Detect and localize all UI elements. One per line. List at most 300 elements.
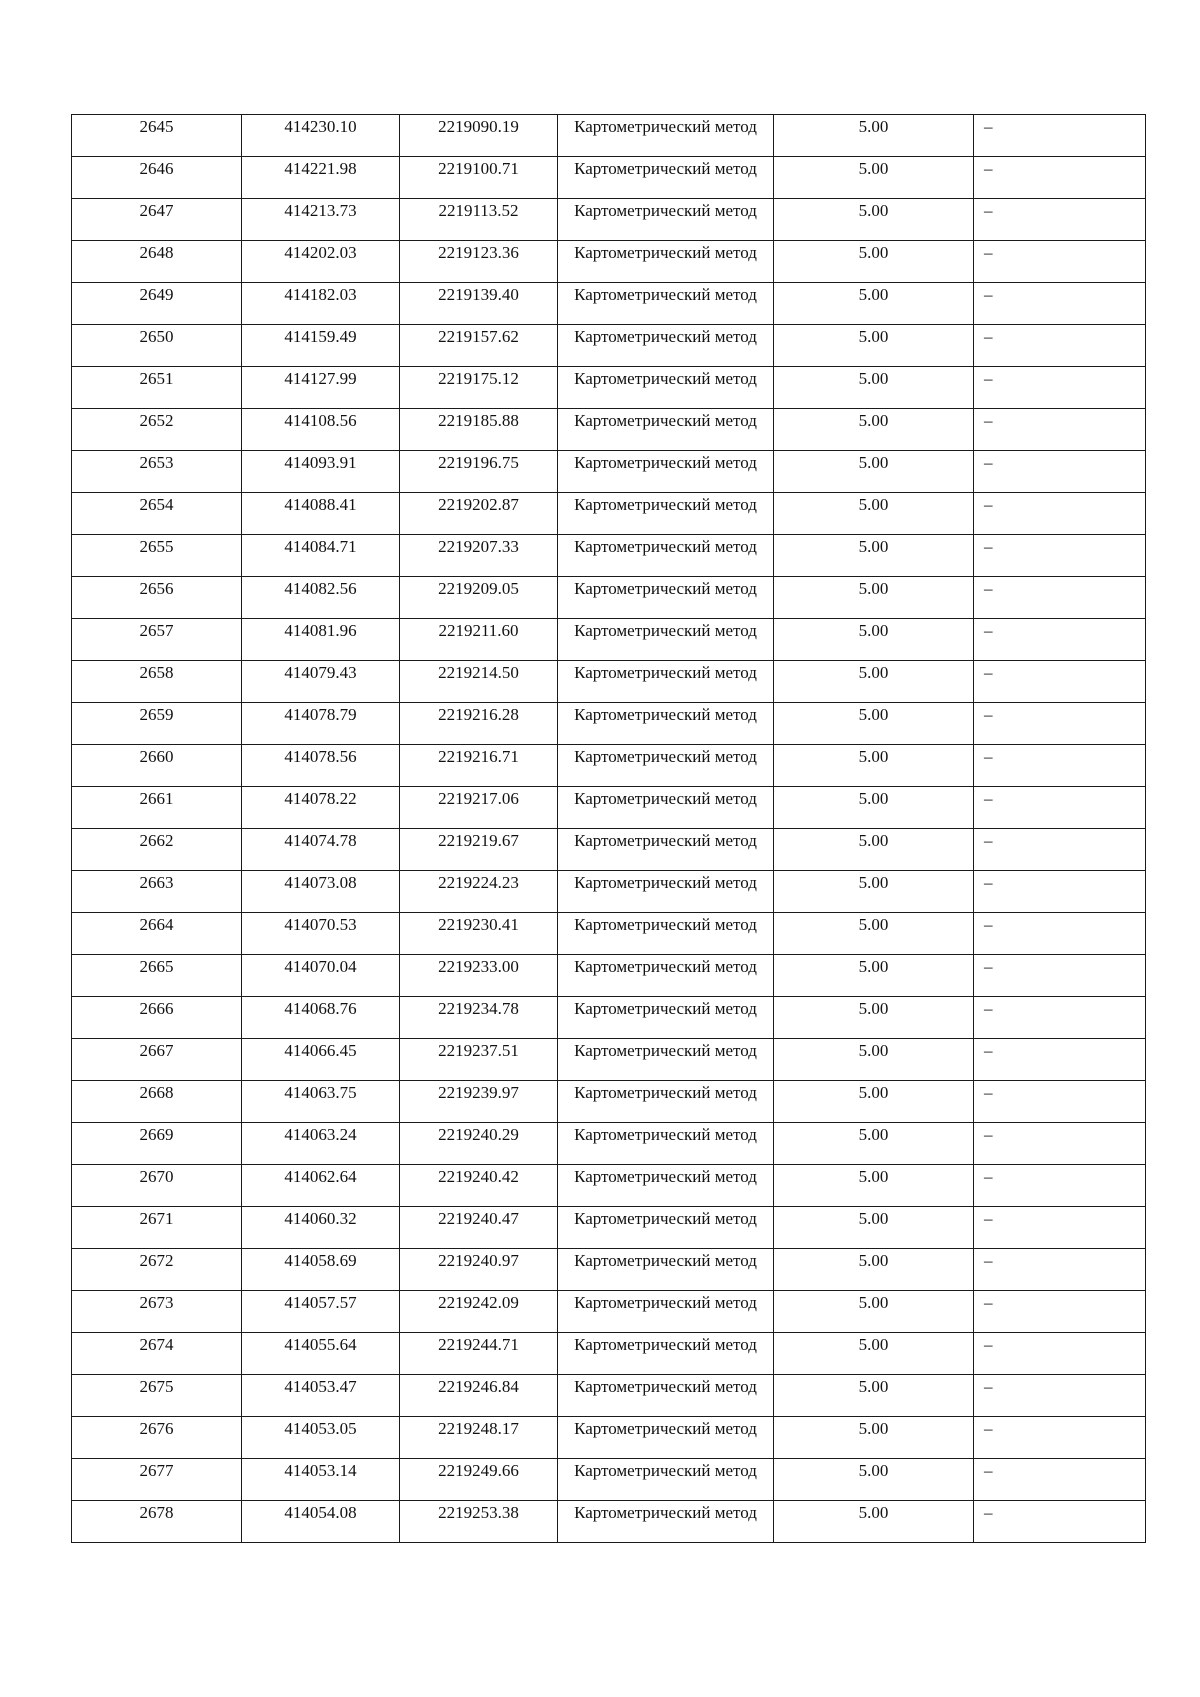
coordinate-x-text: 414074.78 — [284, 831, 357, 850]
point-number-text: 2651 — [139, 369, 174, 388]
point-number-text: 2674 — [139, 1335, 174, 1354]
note-cell — [974, 1081, 1146, 1123]
method-text: Картометрический метод — [574, 495, 757, 514]
table-row — [72, 1249, 1146, 1291]
method-cell — [558, 913, 774, 955]
table-row — [72, 1039, 1146, 1081]
coordinate-x-text: 414078.22 — [284, 789, 357, 808]
table-row — [72, 1333, 1146, 1375]
coordinate-y-cell — [400, 1375, 558, 1417]
accuracy-cell — [774, 325, 974, 367]
accuracy-text: 5.00 — [858, 957, 889, 976]
accuracy-text: 5.00 — [858, 411, 889, 430]
note-cell — [974, 1249, 1146, 1291]
coordinate-x-cell — [242, 1459, 400, 1501]
coordinate-y-text: 2219214.50 — [438, 663, 519, 682]
method-cell — [558, 199, 774, 241]
method-text: Картометрический метод — [574, 117, 757, 136]
note-text: – — [984, 159, 993, 178]
method-cell — [558, 1333, 774, 1375]
table-row — [72, 913, 1146, 955]
accuracy-text: 5.00 — [858, 1251, 889, 1270]
coordinate-x-cell — [242, 1039, 400, 1081]
coordinate-y-cell — [400, 703, 558, 745]
coordinate-x-cell — [242, 787, 400, 829]
accuracy-cell — [774, 493, 974, 535]
accuracy-cell — [774, 283, 974, 325]
coordinate-x-text: 414063.24 — [284, 1125, 357, 1144]
coordinate-x-cell — [242, 745, 400, 787]
note-cell — [974, 1501, 1146, 1543]
note-cell — [974, 1291, 1146, 1333]
coordinate-y-text: 2219240.47 — [438, 1209, 519, 1228]
accuracy-text: 5.00 — [858, 873, 889, 892]
method-cell — [558, 955, 774, 997]
note-cell — [974, 409, 1146, 451]
note-cell — [974, 1333, 1146, 1375]
coordinate-x-cell — [242, 1375, 400, 1417]
note-cell — [974, 703, 1146, 745]
coordinate-y-cell — [400, 241, 558, 283]
table-row — [72, 535, 1146, 577]
note-cell — [974, 1165, 1146, 1207]
method-cell — [558, 577, 774, 619]
point-number-text: 2671 — [139, 1209, 174, 1228]
accuracy-cell — [774, 409, 974, 451]
coordinate-y-text: 2219216.28 — [438, 705, 519, 724]
accuracy-text: 5.00 — [858, 831, 889, 850]
coordinate-x-cell — [242, 1249, 400, 1291]
coordinate-y-cell — [400, 955, 558, 997]
note-text: – — [984, 831, 993, 850]
table-row — [72, 619, 1146, 661]
point-number-cell — [72, 1459, 242, 1501]
point-number-cell — [72, 1207, 242, 1249]
method-text: Картометрический метод — [574, 537, 757, 556]
point-number-text: 2669 — [139, 1125, 174, 1144]
accuracy-text: 5.00 — [858, 1335, 889, 1354]
point-number-text: 2655 — [139, 537, 174, 556]
note-text: – — [984, 579, 993, 598]
coordinate-y-text: 2219217.06 — [438, 789, 519, 808]
point-number-cell — [72, 1417, 242, 1459]
coordinate-y-cell — [400, 115, 558, 157]
method-text: Картометрический метод — [574, 705, 757, 724]
accuracy-cell — [774, 997, 974, 1039]
note-cell — [974, 1123, 1146, 1165]
accuracy-cell — [774, 1333, 974, 1375]
coordinate-y-cell — [400, 577, 558, 619]
method-cell — [558, 325, 774, 367]
table-row — [72, 451, 1146, 493]
table-row — [72, 1123, 1146, 1165]
accuracy-text: 5.00 — [858, 705, 889, 724]
coordinate-y-text: 2219242.09 — [438, 1293, 519, 1312]
coordinate-y-text: 2219244.71 — [438, 1335, 519, 1354]
coordinate-x-cell — [242, 1207, 400, 1249]
coordinate-x-cell — [242, 115, 400, 157]
accuracy-text: 5.00 — [858, 327, 889, 346]
coordinate-x-text: 414068.76 — [284, 999, 357, 1018]
note-text: – — [984, 789, 993, 808]
coordinate-y-text: 2219230.41 — [438, 915, 519, 934]
coordinate-x-text: 414082.56 — [284, 579, 357, 598]
table-row — [72, 493, 1146, 535]
coordinate-x-text: 414221.98 — [284, 159, 357, 178]
method-text: Картометрический метод — [574, 1461, 757, 1480]
coordinate-y-cell — [400, 409, 558, 451]
note-cell — [974, 1459, 1146, 1501]
accuracy-text: 5.00 — [858, 159, 889, 178]
coordinate-y-cell — [400, 451, 558, 493]
note-cell — [974, 535, 1146, 577]
accuracy-text: 5.00 — [858, 1419, 889, 1438]
method-text: Картометрический метод — [574, 999, 757, 1018]
coordinate-x-text: 414088.41 — [284, 495, 357, 514]
coordinate-y-cell — [400, 661, 558, 703]
coordinate-x-text: 414108.56 — [284, 411, 357, 430]
coordinate-y-cell — [400, 1501, 558, 1543]
method-cell — [558, 1501, 774, 1543]
coordinate-y-cell — [400, 829, 558, 871]
accuracy-cell — [774, 199, 974, 241]
accuracy-text: 5.00 — [858, 537, 889, 556]
table-row — [72, 1081, 1146, 1123]
coordinate-x-text: 414054.08 — [284, 1503, 357, 1522]
note-text: – — [984, 369, 993, 388]
note-cell — [974, 325, 1146, 367]
method-text: Картометрический метод — [574, 1419, 757, 1438]
accuracy-text: 5.00 — [858, 285, 889, 304]
table-row — [72, 157, 1146, 199]
coordinate-y-cell — [400, 1123, 558, 1165]
coordinate-x-text: 414058.69 — [284, 1251, 357, 1270]
note-cell — [974, 283, 1146, 325]
point-number-cell — [72, 325, 242, 367]
coordinate-x-cell — [242, 241, 400, 283]
note-cell — [974, 787, 1146, 829]
coordinate-y-cell — [400, 1417, 558, 1459]
accuracy-text: 5.00 — [858, 453, 889, 472]
method-cell — [558, 451, 774, 493]
point-number-cell — [72, 157, 242, 199]
note-text: – — [984, 1125, 993, 1144]
point-number-text: 2652 — [139, 411, 174, 430]
coordinate-y-cell — [400, 1459, 558, 1501]
accuracy-text: 5.00 — [858, 117, 889, 136]
point-number-text: 2670 — [139, 1167, 174, 1186]
method-cell — [558, 787, 774, 829]
accuracy-cell — [774, 871, 974, 913]
note-text: – — [984, 873, 993, 892]
coordinate-y-cell — [400, 997, 558, 1039]
point-number-text: 2666 — [139, 999, 174, 1018]
method-cell — [558, 367, 774, 409]
accuracy-text: 5.00 — [858, 579, 889, 598]
point-number-cell — [72, 493, 242, 535]
note-cell — [974, 619, 1146, 661]
accuracy-cell — [774, 367, 974, 409]
coordinate-x-text: 414062.64 — [284, 1167, 357, 1186]
coordinate-x-text: 414084.71 — [284, 537, 357, 556]
coordinate-y-text: 2219211.60 — [438, 621, 519, 640]
point-number-text: 2653 — [139, 453, 174, 472]
note-text: – — [984, 1293, 993, 1312]
point-number-cell — [72, 1123, 242, 1165]
point-number-text: 2658 — [139, 663, 174, 682]
table-row — [72, 1207, 1146, 1249]
table-row — [72, 1375, 1146, 1417]
coordinate-x-text: 414070.53 — [284, 915, 357, 934]
note-cell — [974, 829, 1146, 871]
method-cell — [558, 1039, 774, 1081]
table-row — [72, 787, 1146, 829]
coordinate-y-text: 2219202.87 — [438, 495, 519, 514]
table-row — [72, 829, 1146, 871]
point-number-text: 2662 — [139, 831, 174, 850]
point-number-text: 2649 — [139, 285, 174, 304]
method-text: Картометрический метод — [574, 1041, 757, 1060]
coordinate-y-text: 2219139.40 — [438, 285, 519, 304]
method-cell — [558, 1249, 774, 1291]
point-number-text: 2665 — [139, 957, 174, 976]
table-row — [72, 241, 1146, 283]
point-number-cell — [72, 1165, 242, 1207]
method-cell — [558, 1291, 774, 1333]
point-number-cell — [72, 913, 242, 955]
note-text: – — [984, 663, 993, 682]
method-cell — [558, 703, 774, 745]
accuracy-cell — [774, 1249, 974, 1291]
accuracy-cell — [774, 1501, 974, 1543]
note-text: – — [984, 327, 993, 346]
coordinate-y-text: 2219209.05 — [438, 579, 519, 598]
accuracy-text: 5.00 — [858, 1083, 889, 1102]
note-cell — [974, 913, 1146, 955]
method-text: Картометрический метод — [574, 1125, 757, 1144]
accuracy-cell — [774, 619, 974, 661]
coordinate-y-text: 2219196.75 — [438, 453, 519, 472]
coordinate-y-cell — [400, 1081, 558, 1123]
coordinate-x-cell — [242, 955, 400, 997]
coordinate-y-text: 2219100.71 — [438, 159, 519, 178]
coordinate-y-cell — [400, 787, 558, 829]
coordinate-y-text: 2219234.78 — [438, 999, 519, 1018]
coordinates-table-body — [72, 115, 1146, 1543]
method-cell — [558, 619, 774, 661]
point-number-cell — [72, 829, 242, 871]
table-row — [72, 955, 1146, 997]
coordinate-x-text: 414053.47 — [284, 1377, 357, 1396]
table-row — [72, 1165, 1146, 1207]
note-text: – — [984, 1083, 993, 1102]
coordinate-y-text: 2219233.00 — [438, 957, 519, 976]
point-number-text: 2678 — [139, 1503, 174, 1522]
accuracy-cell — [774, 703, 974, 745]
point-number-cell — [72, 241, 242, 283]
method-text: Картометрический метод — [574, 1209, 757, 1228]
accuracy-text: 5.00 — [858, 915, 889, 934]
coordinate-x-cell — [242, 451, 400, 493]
method-text: Картометрический метод — [574, 411, 757, 430]
coordinate-x-text: 414081.96 — [284, 621, 357, 640]
point-number-text: 2659 — [139, 705, 174, 724]
coordinate-x-text: 414230.10 — [284, 117, 357, 136]
point-number-text: 2650 — [139, 327, 174, 346]
table-row — [72, 367, 1146, 409]
table-row — [72, 661, 1146, 703]
coordinate-x-cell — [242, 997, 400, 1039]
coordinate-x-text: 414057.57 — [284, 1293, 357, 1312]
point-number-text: 2668 — [139, 1083, 174, 1102]
accuracy-cell — [774, 1207, 974, 1249]
point-number-cell — [72, 451, 242, 493]
coordinate-y-text: 2219175.12 — [438, 369, 519, 388]
table-row — [72, 577, 1146, 619]
method-text: Картометрический метод — [574, 873, 757, 892]
point-number-cell — [72, 955, 242, 997]
note-text: – — [984, 1167, 993, 1186]
coordinate-y-text: 2219240.29 — [438, 1125, 519, 1144]
point-number-cell — [72, 1501, 242, 1543]
coordinate-y-text: 2219248.17 — [438, 1419, 519, 1438]
note-text: – — [984, 705, 993, 724]
note-text: – — [984, 1335, 993, 1354]
coordinate-x-cell — [242, 619, 400, 661]
table-row — [72, 1459, 1146, 1501]
point-number-text: 2656 — [139, 579, 174, 598]
coordinate-y-cell — [400, 1039, 558, 1081]
note-text: – — [984, 747, 993, 766]
method-text: Картометрический метод — [574, 579, 757, 598]
point-number-cell — [72, 577, 242, 619]
point-number-cell — [72, 115, 242, 157]
note-text: – — [984, 243, 993, 262]
coordinate-x-cell — [242, 577, 400, 619]
accuracy-text: 5.00 — [858, 201, 889, 220]
note-cell — [974, 577, 1146, 619]
note-text: – — [984, 915, 993, 934]
coordinates-table — [71, 114, 1146, 1543]
coordinate-x-cell — [242, 1165, 400, 1207]
coordinate-y-text: 2219123.36 — [438, 243, 519, 262]
accuracy-cell — [774, 1081, 974, 1123]
method-cell — [558, 493, 774, 535]
coordinate-x-text: 414053.05 — [284, 1419, 357, 1438]
note-text: – — [984, 999, 993, 1018]
coordinate-x-cell — [242, 1123, 400, 1165]
coordinate-x-text: 414202.03 — [284, 243, 357, 262]
point-number-text: 2663 — [139, 873, 174, 892]
table-row — [72, 409, 1146, 451]
point-number-cell — [72, 871, 242, 913]
point-number-text: 2654 — [139, 495, 174, 514]
coordinate-x-text: 414053.14 — [284, 1461, 357, 1480]
table-row — [72, 283, 1146, 325]
accuracy-text: 5.00 — [858, 747, 889, 766]
coordinate-y-cell — [400, 325, 558, 367]
accuracy-cell — [774, 661, 974, 703]
note-text: – — [984, 1209, 993, 1228]
coordinate-x-text: 414093.91 — [284, 453, 357, 472]
method-cell — [558, 661, 774, 703]
coordinate-y-text: 2219185.88 — [438, 411, 519, 430]
coordinate-y-cell — [400, 1207, 558, 1249]
accuracy-cell — [774, 1291, 974, 1333]
point-number-cell — [72, 1249, 242, 1291]
accuracy-text: 5.00 — [858, 243, 889, 262]
coordinate-x-text: 414070.04 — [284, 957, 357, 976]
coordinate-x-cell — [242, 535, 400, 577]
coordinate-x-text: 414127.99 — [284, 369, 357, 388]
accuracy-text: 5.00 — [858, 621, 889, 640]
coordinate-x-text: 414055.64 — [284, 1335, 357, 1354]
note-cell — [974, 661, 1146, 703]
method-cell — [558, 241, 774, 283]
method-cell — [558, 1375, 774, 1417]
table-row — [72, 115, 1146, 157]
note-text: – — [984, 1041, 993, 1060]
coordinate-x-text: 414066.45 — [284, 1041, 357, 1060]
coordinate-y-cell — [400, 913, 558, 955]
table-row — [72, 871, 1146, 913]
method-text: Картометрический метод — [574, 369, 757, 388]
note-cell — [974, 1039, 1146, 1081]
coordinate-x-cell — [242, 913, 400, 955]
coordinate-y-text: 2219239.97 — [438, 1083, 519, 1102]
accuracy-text: 5.00 — [858, 1503, 889, 1522]
coordinate-y-cell — [400, 745, 558, 787]
method-cell — [558, 997, 774, 1039]
coordinate-y-text: 2219224.23 — [438, 873, 519, 892]
note-cell — [974, 199, 1146, 241]
accuracy-cell — [774, 241, 974, 283]
table-row — [72, 703, 1146, 745]
accuracy-cell — [774, 1375, 974, 1417]
accuracy-text: 5.00 — [858, 369, 889, 388]
point-number-text: 2675 — [139, 1377, 174, 1396]
point-number-cell — [72, 1081, 242, 1123]
point-number-cell — [72, 661, 242, 703]
coordinate-x-cell — [242, 283, 400, 325]
note-text: – — [984, 201, 993, 220]
coordinate-y-cell — [400, 535, 558, 577]
point-number-text: 2676 — [139, 1419, 174, 1438]
note-cell — [974, 871, 1146, 913]
note-cell — [974, 157, 1146, 199]
coordinate-x-text: 414078.79 — [284, 705, 357, 724]
point-number-cell — [72, 367, 242, 409]
point-number-cell — [72, 619, 242, 661]
coordinate-x-cell — [242, 1291, 400, 1333]
method-cell — [558, 1081, 774, 1123]
point-number-text: 2667 — [139, 1041, 174, 1060]
coordinate-x-text: 414060.32 — [284, 1209, 357, 1228]
coordinate-y-text: 2219216.71 — [438, 747, 519, 766]
note-cell — [974, 1207, 1146, 1249]
coordinate-x-cell — [242, 157, 400, 199]
coordinate-y-text: 2219253.38 — [438, 1503, 519, 1522]
accuracy-cell — [774, 955, 974, 997]
note-cell — [974, 745, 1146, 787]
accuracy-cell — [774, 1417, 974, 1459]
coordinate-x-cell — [242, 1501, 400, 1543]
accuracy-cell — [774, 115, 974, 157]
method-text: Картометрический метод — [574, 1335, 757, 1354]
method-text: Картометрический метод — [574, 621, 757, 640]
accuracy-cell — [774, 1039, 974, 1081]
coordinate-y-cell — [400, 493, 558, 535]
